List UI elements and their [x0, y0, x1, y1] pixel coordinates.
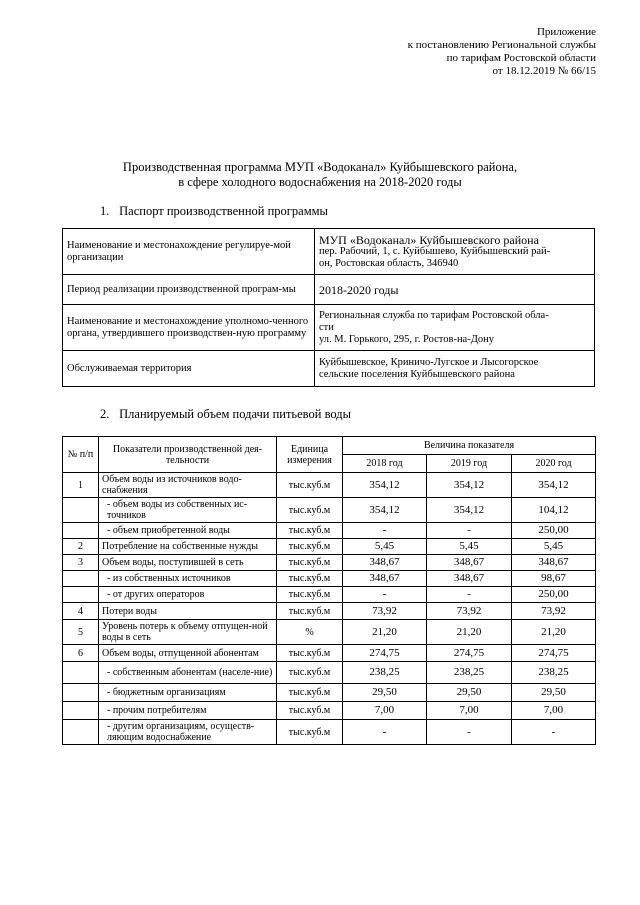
row-value-2020: 5,45 [512, 539, 596, 555]
row-unit: тыс.куб.м [277, 603, 343, 620]
table-row [63, 662, 596, 684]
row-value-2018: 21,20 [343, 620, 427, 645]
row-value-2019: - [427, 587, 512, 603]
row-value-2019: 29,50 [427, 684, 512, 702]
row-unit: тыс.куб.м [277, 720, 343, 745]
row-number [63, 702, 99, 720]
table-row [63, 498, 596, 523]
appendix-line: по тарифам Ростовской области [446, 52, 596, 64]
row-number: 4 [63, 603, 99, 620]
header-year-2019: 2019 год [427, 455, 512, 473]
passport-value [315, 229, 595, 275]
row-value-2018: 238,25 [343, 662, 427, 684]
row-unit: тыс.куб.м [277, 702, 343, 720]
table-row [63, 702, 596, 720]
row-number: 6 [63, 645, 99, 662]
row-indicator: - объем приобретенной воды [99, 523, 277, 539]
row-value-2020: 238,25 [512, 662, 596, 684]
appendix-line: Приложение [536, 26, 596, 38]
volume-table [62, 436, 596, 745]
row-number [63, 498, 99, 523]
row-value-2018: 274,75 [343, 645, 427, 662]
row-number: 3 [63, 555, 99, 571]
row-indicator: Потери воды [99, 603, 277, 620]
row-unit: тыс.куб.м [277, 539, 343, 555]
header-value: Величина показателя [343, 437, 596, 455]
row-number: 1 [63, 473, 99, 498]
appendix-block [296, 26, 596, 78]
row-value-2018: 348,67 [343, 555, 427, 571]
row-number [63, 684, 99, 702]
passport-value-line: пер. Рабочий, 1, с. Куйбышево, Куйбышевский рай- [319, 245, 551, 257]
row-value-2020: 250,00 [512, 587, 596, 603]
passport-value-line: Куйбышевское, Криничо-Лугское и Лысогорское [319, 356, 539, 368]
row-number [63, 587, 99, 603]
row-value-2020: 274,75 [512, 645, 596, 662]
row-indicator: - собственным абонентам (населе-ние) [99, 662, 277, 684]
row-unit: % [277, 620, 343, 645]
row-unit: тыс.куб.м [277, 587, 343, 603]
row-value-2019: 354,12 [427, 473, 512, 498]
section-heading-volume [100, 407, 351, 421]
row-indicator: Объем воды из источников водо-снабжения [99, 473, 277, 498]
row-value-2018: - [343, 587, 427, 603]
row-value-2018: 354,12 [343, 473, 427, 498]
appendix-line: от 18.12.2019 № 66/15 [492, 65, 596, 77]
row-value-2020: 98,67 [512, 571, 596, 587]
row-value-2018: 73,92 [343, 603, 427, 620]
passport-label: Обслуживаемая территория [63, 351, 315, 387]
row-value-2019: - [427, 523, 512, 539]
passport-label: Наименование и местонахождение уполномо-ченного органа, утвердившего производствен-ную программу [63, 305, 315, 351]
table-row [63, 555, 596, 571]
row-value-2019: 354,12 [427, 498, 512, 523]
passport-value-line: сельские поселения Куйбышевского района [319, 368, 515, 380]
row-indicator: Объем воды, отпущенной абонентам [99, 645, 277, 662]
row-indicator: - объем воды из собственных ис-точников [99, 498, 277, 523]
table-row [63, 587, 596, 603]
row-unit: тыс.куб.м [277, 684, 343, 702]
title-line: Производственная программа МУП «Водоканал» Куйбышевского района, [122, 160, 518, 174]
row-number [63, 720, 99, 745]
appendix-line: к постановлению Региональной службы [407, 39, 596, 51]
row-value-2020: 250,00 [512, 523, 596, 539]
row-indicator: Объем воды, поступившей в сеть [99, 555, 277, 571]
header-indicator: Показатели производственной дея-тельности [99, 437, 277, 473]
passport-value-line: Региональная служба по тарифам Ростовской обла- [319, 309, 549, 321]
passport-label: Период реализации производственной програм-мы [63, 275, 315, 305]
passport-table [62, 228, 595, 387]
section-number: 2. [100, 407, 110, 421]
row-value-2020: 7,00 [512, 702, 596, 720]
row-number [63, 662, 99, 684]
row-unit: тыс.куб.м [277, 645, 343, 662]
row-value-2018: 354,12 [343, 498, 427, 523]
row-value-2019: 7,00 [427, 702, 512, 720]
document-title [0, 160, 640, 190]
row-value-2019: - [427, 720, 512, 745]
row-value-2020: - [512, 720, 596, 745]
table-row [63, 645, 596, 662]
row-unit: тыс.куб.м [277, 662, 343, 684]
row-indicator: - бюджетным организациям [99, 684, 277, 702]
header-year-2020: 2020 год [512, 455, 596, 473]
row-value-2019: 238,25 [427, 662, 512, 684]
row-unit: тыс.куб.м [277, 571, 343, 587]
table-row [63, 275, 595, 305]
title-line: в сфере холодного водоснабжения на 2018-2020 годы [178, 175, 462, 189]
row-value-2020: 354,12 [512, 473, 596, 498]
passport-label: Наименование и местонахождение регулируе-мой организации [63, 229, 315, 275]
row-indicator: - прочим потребителям [99, 702, 277, 720]
table-row [63, 539, 596, 555]
row-value-2020: 21,20 [512, 620, 596, 645]
row-number [63, 523, 99, 539]
row-indicator: Потребление на собственные нужды [99, 539, 277, 555]
passport-value-line: 2018-2020 годы [319, 282, 399, 297]
row-unit: тыс.куб.м [277, 498, 343, 523]
table-row [63, 603, 596, 620]
row-value-2018: 7,00 [343, 702, 427, 720]
row-value-2018: - [343, 523, 427, 539]
table-row [63, 720, 596, 745]
passport-value [315, 305, 595, 351]
passport-value-line: ул. М. Горького, 295, г. Ростов-на-Дону [319, 333, 494, 345]
section-number: 1. [100, 204, 110, 218]
row-value-2020: 348,67 [512, 555, 596, 571]
row-indicator: Уровень потерь к объему отпущен-ной воды в сеть [99, 620, 277, 645]
row-number [63, 571, 99, 587]
row-value-2020: 73,92 [512, 603, 596, 620]
row-value-2019: 73,92 [427, 603, 512, 620]
row-value-2019: 5,45 [427, 539, 512, 555]
row-value-2020: 104,12 [512, 498, 596, 523]
row-unit: тыс.куб.м [277, 523, 343, 539]
passport-value-line: сти [319, 321, 334, 333]
row-value-2018: 348,67 [343, 571, 427, 587]
table-row [63, 351, 595, 387]
table-row [63, 571, 596, 587]
table-header-row [63, 437, 596, 455]
table-row [63, 523, 596, 539]
row-number: 5 [63, 620, 99, 645]
section-heading-passport [100, 204, 328, 218]
header-unit: Единица измерения [277, 437, 343, 473]
row-value-2019: 348,67 [427, 571, 512, 587]
row-unit: тыс.куб.м [277, 555, 343, 571]
row-value-2018: - [343, 720, 427, 745]
passport-value-line: МУП «Водоканал» Куйбышевского района [319, 232, 539, 247]
row-indicator: - от других операторов [99, 587, 277, 603]
header-num: № п/п [63, 437, 99, 473]
passport-value-line: он, Ростовская область, 346940 [319, 257, 459, 269]
row-value-2019: 274,75 [427, 645, 512, 662]
section-title: Планируемый объем подачи питьевой воды [119, 407, 352, 421]
row-unit: тыс.куб.м [277, 473, 343, 498]
row-indicator: - другим организациям, осуществ-ляющим водоснабжение [99, 720, 277, 745]
header-year-2018: 2018 год [343, 455, 427, 473]
table-row [63, 305, 595, 351]
row-number: 2 [63, 539, 99, 555]
row-value-2019: 21,20 [427, 620, 512, 645]
row-value-2018: 5,45 [343, 539, 427, 555]
row-value-2019: 348,67 [427, 555, 512, 571]
passport-value [315, 275, 595, 305]
section-title: Паспорт производственной программы [119, 204, 328, 218]
table-row [63, 620, 596, 645]
row-value-2018: 29,50 [343, 684, 427, 702]
table-row [63, 473, 596, 498]
passport-value [315, 351, 595, 387]
table-row [63, 229, 595, 275]
row-value-2020: 29,50 [512, 684, 596, 702]
table-row [63, 684, 596, 702]
row-indicator: - из собственных источников [99, 571, 277, 587]
